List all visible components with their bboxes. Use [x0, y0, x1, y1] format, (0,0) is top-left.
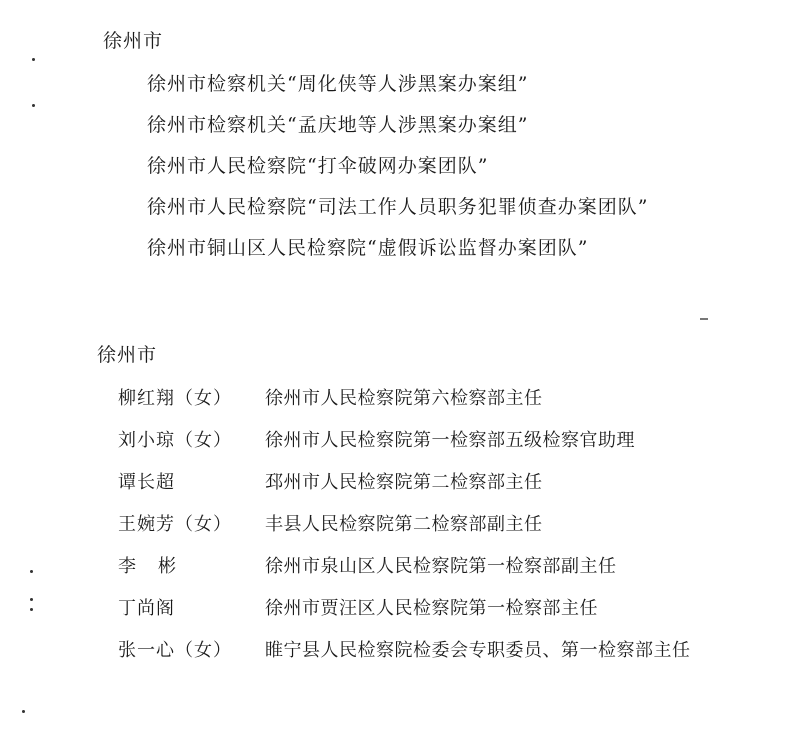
person-title: 睢宁县人民检察院检委会专职委员、第一检察部主任 — [265, 640, 691, 661]
person-title: 徐州市人民检察院第六检察部主任 — [265, 388, 543, 409]
person-name: 刘小琼（女） — [118, 430, 232, 451]
person-row — [118, 630, 758, 714]
person-row — [118, 462, 758, 504]
person-title: 邳州市人民检察院第二检察部主任 — [265, 472, 543, 493]
person-row — [118, 504, 758, 546]
person-name: 李彬 — [118, 556, 198, 577]
scan-speck — [30, 598, 33, 601]
person-title: 徐州市人民检察院第一检察部五级检察官助理 — [265, 430, 635, 451]
people-list — [118, 378, 758, 714]
person-name: 王婉芳（女） — [118, 514, 232, 535]
scan-speck — [30, 608, 33, 611]
team-item: 徐州市铜山区人民检察院“虚假诉讼监督办案团队” — [147, 237, 589, 259]
team-item: 徐州市检察机关“周化侠等人涉黑案办案组” — [147, 73, 529, 95]
scan-speck — [32, 58, 35, 61]
person-row — [118, 588, 758, 630]
scan-speck — [32, 104, 35, 107]
person-name: 柳红翔（女） — [118, 388, 232, 409]
person-name: 谭长超 — [118, 472, 175, 493]
person-row — [118, 378, 758, 420]
person-row — [118, 546, 758, 588]
scan-speck — [22, 710, 25, 713]
section-city-heading: 徐州市 — [103, 30, 164, 52]
scan-dash — [700, 318, 708, 320]
team-item: 徐州市人民检察院“打伞破网办案团队” — [147, 155, 489, 177]
section-city-heading: 徐州市 — [97, 344, 158, 366]
scan-speck — [30, 570, 33, 573]
person-title: 徐州市泉山区人民检察院第一检察部副主任 — [265, 556, 617, 577]
person-title: 徐州市贾汪区人民检察院第一检察部主任 — [265, 598, 598, 619]
person-name: 张一心（女） — [118, 640, 232, 661]
person-title: 丰县人民检察院第二检察部副主任 — [265, 514, 543, 535]
team-item: 徐州市检察机关“孟庆地等人涉黑案办案组” — [147, 114, 529, 136]
team-item: 徐州市人民检察院“司法工作人员职务犯罪侦查办案团队” — [147, 196, 649, 218]
team-list — [147, 64, 648, 269]
person-row — [118, 420, 758, 462]
person-name: 丁尚阁 — [118, 598, 175, 619]
